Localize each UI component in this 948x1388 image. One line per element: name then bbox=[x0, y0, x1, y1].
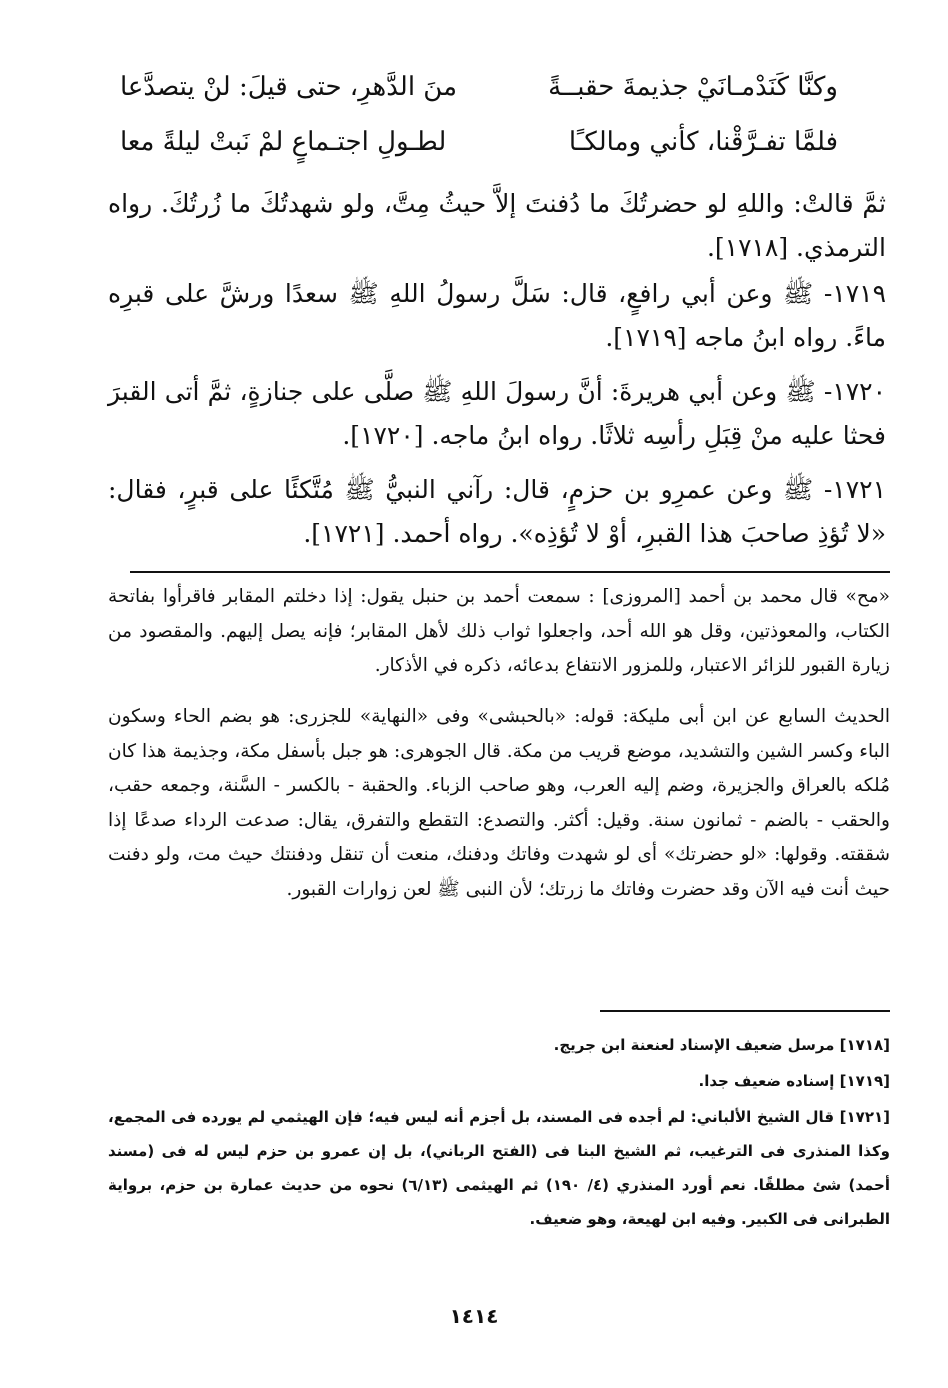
hadith-1720-text: ١٧٢٠- ﷺ وعن أبي هريرةَ: أنَّ رسولَ اللهِ ﷺ صلَّى على جنازةٍ، ثمَّ أتى القبرَ فحثا عليه منْ قِبَلِ رأسِه ثلاثًا. رواه ابنُ ماجه. [١٧٢٠]. bbox=[108, 377, 886, 450]
footnote-1719: [١٧١٩] إسناده ضعيف جدا. bbox=[698, 1072, 890, 1090]
footnotes bbox=[108, 1028, 890, 1236]
hadith-1721 bbox=[108, 468, 886, 556]
poem-line-1 bbox=[120, 72, 838, 127]
commentary-paragraph-1 bbox=[108, 580, 890, 684]
hadith-1720 bbox=[108, 370, 886, 458]
page-number: ١٤١٤ bbox=[449, 1304, 499, 1328]
commentary-text-2: الحديث السابع عن ابن أبى مليكة: قوله: «بالحبشى» وفى «النهاية» للجزرى: هو بضم الحاء وسكون الباء وكسر الشين والتشديد، موضع قريب من مكة. قال الجوهرى: هو جبل بأسفل مكة، وجذيمة هذا كان مُلكه بالعراق والجزيرة، وضم إليه العرب، وهو صاحب الزباء. والحقبة - بالكسر - السَّنة، وجمعه حقب، والحقب - بالضم - ثمانون سنة. وقيل: أكثر. والتصدع: التقطع والتفرق، يقال: صدعت الرداء صدعًا إذا شققته. وقولها: «لو حضرتك» أى لو شهدت وفاتك ودفنك، منعت أن تنقل ودفنتك حيث مت، ولو دفنت حيث أنت فيه الآن وقد حضرت وفاتك ما زرتك؛ لأن النبى ﷺ لعن زوارات القبور. bbox=[108, 706, 890, 900]
commentary-divider bbox=[130, 571, 890, 573]
hadith-1721-text: ١٧٢١- ﷺ وعن عمرِو بن حزمٍ، قال: رآني النبيُّ ﷺ مُتَّكئًا على قبرٍ، فقال: «لا تُؤذِ صاحبَ هذا القبرِ، أوْ لا تُؤذِه». رواه أحمد. [١٧٢١]. bbox=[108, 475, 886, 548]
footnotes-divider bbox=[600, 1010, 890, 1012]
footnote-1721: [١٧٢١] قال الشيخ الألباني: لم أجده فى المسند، بل أجزم أنه ليس فيه؛ فإن الهيثمي لم يورده فى المجمع، وكذا المنذرى فى الترغيب، ثم الشيخ البنا فى (الفتح الرباني)، بل إن عمرو بن حزم ليس له فى (مسند أحمد) شئ مطلقًا. نعم أورد المنذري (٤/ ١٩٠) ثم الهيثمى (٦/١٣) نحوه من حديث عمارة بن حزم، برواية الطبرانى فى الكبير. وفيه ابن لهيعة، وهو ضعيف. bbox=[108, 1108, 890, 1228]
footnote-1718: [١٧١٨] مرسل ضعيف الإسناد لعنعنة ابن جريج. bbox=[553, 1036, 890, 1054]
poem-line-1-first-hemistich: وكنَّا كَنَدْمـانَيْ جذيمةَ حقبــةً bbox=[548, 72, 838, 102]
poem-line-2-first-hemistich: فلمَّا تفـرَّقْنا، كأني ومالكـًا bbox=[568, 127, 838, 157]
hadith-1719 bbox=[108, 272, 886, 360]
commentary-text-1: «مح» قال محمد بن أحمد [المروزى] : سمعت أحمد بن حنبل يقول: إذا دخلتم المقابر فاقرأوا بفاتحة الكتاب، والمعوذتين، وقل هو الله أحد، واجعلوا ثواب ذلك لأهل المقابر؛ فإنه يصل إليهم. والمقصود من زيارة القبور للزائر الاعتبار، وللمزور الانتفاع بدعائه، ذكره في الأذكار. bbox=[108, 586, 890, 676]
intro-paragraph: ثمَّ قالتْ: واللهِ لو حضرتُكَ ما دُفنتَ إلاَّ حيثُ مِتَّ، ولو شهدتُكَ ما زُرتُكَ. رواه الترمذي. [١٧١٨]. bbox=[108, 189, 886, 262]
poem bbox=[120, 72, 838, 182]
poem-line-2 bbox=[120, 127, 838, 182]
main-text-intro bbox=[108, 182, 886, 270]
poem-line-1-second-hemistich: منَ الدَّهرِ، حتى قيلَ: لنْ يتصدَّعا bbox=[120, 72, 458, 102]
commentary-paragraph-2 bbox=[108, 700, 890, 907]
poem-line-2-second-hemistich: لطـولِ اجتـماعٍ لمْ نَبتْ ليلةً معا bbox=[120, 127, 447, 157]
hadith-1719-text: ١٧١٩- ﷺ وعن أبي رافعٍ، قال: سَلَّ رسولُ اللهِ ﷺ سعدًا ورشَّ على قبرِه ماءً. رواه ابنُ ماجه [١٧١٩]. bbox=[108, 279, 886, 352]
